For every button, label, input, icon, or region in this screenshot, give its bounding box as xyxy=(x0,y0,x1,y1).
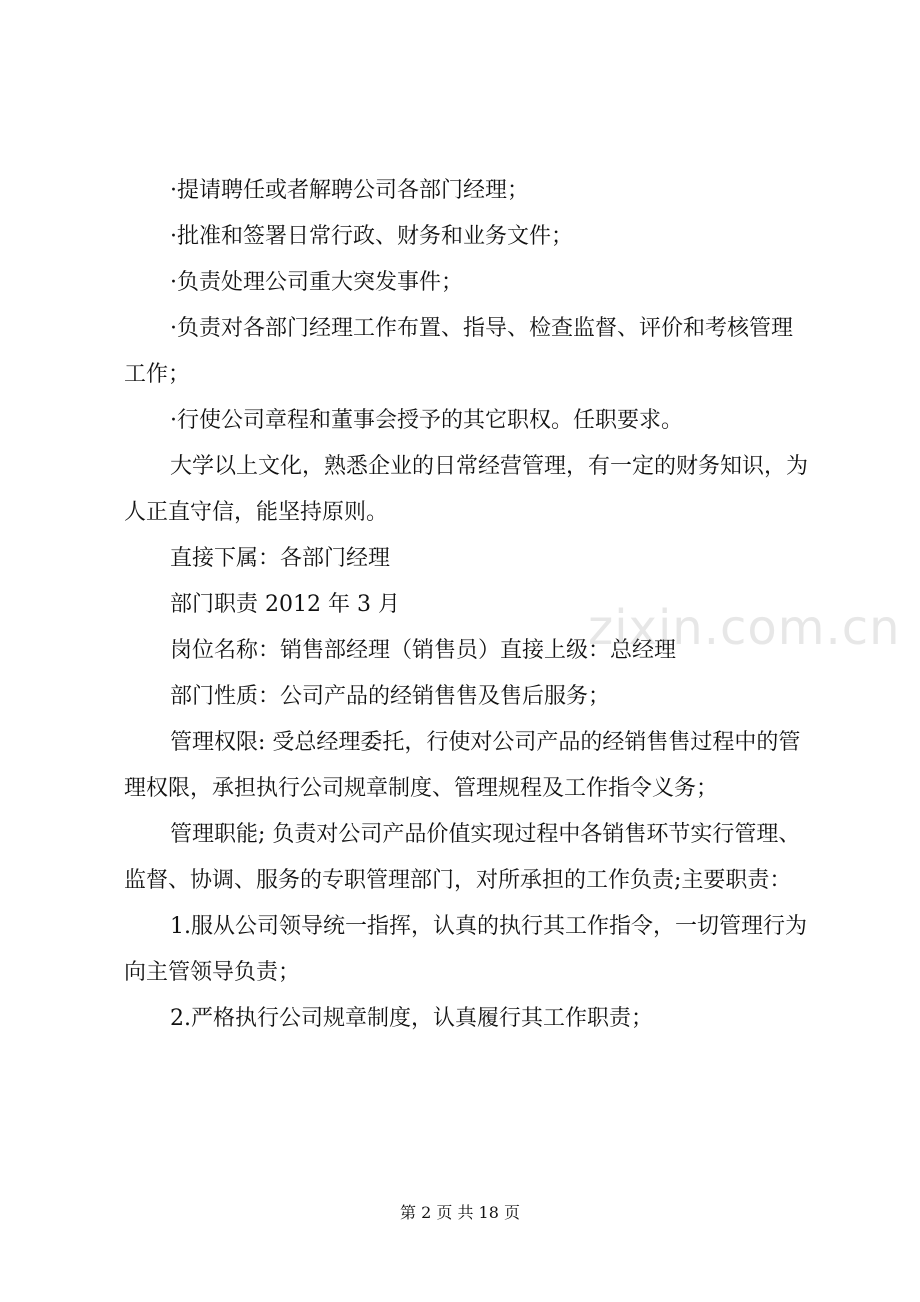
watermark: zixin.com.cn xyxy=(588,600,901,656)
paragraph: 2.严格执行公司规章制度，认真履行其工作职责； xyxy=(170,1006,653,1031)
paragraph: 1.服从公司领导统一指挥，认真的执行其工作指令，一切管理行为向主管领导负责； xyxy=(124,914,807,985)
page-footer: 第 2 页 共 18 页 xyxy=(400,1203,520,1222)
paragraph: 管理职能; 负责对公司产品价值实现过程中各销售环节实行管理、监督、协调、服务的专职管理部门，对所承担的工作负责;主要职责： xyxy=(124,822,801,893)
paragraph: 直接下属：各部门经理 xyxy=(170,546,391,571)
paragraph: ·负责处理公司重大突发事件； xyxy=(170,270,463,295)
paragraph: ·负责对各部门经理工作布置、指导、检查监督、评价和考核管理工作； xyxy=(124,316,793,387)
paragraph: ·行使公司章程和董事会授予的其它职权。任职要求。 xyxy=(170,408,683,433)
paragraph: ·批准和签署日常行政、财务和业务文件； xyxy=(170,224,573,249)
paragraph: 大学以上文化，熟悉企业的日常经营管理，有一定的财务知识，为人正直守信，能坚持原则。 xyxy=(124,454,809,525)
paragraph: 岗位名称：销售部经理（销售员）直接上级：总经理 xyxy=(170,638,677,663)
paragraph: 部门性质：公司产品的经销售售及售后服务； xyxy=(170,684,611,709)
paragraph: 部门职责 2012 年 3 月 xyxy=(170,592,400,617)
paragraph: 管理权限: 受总经理委托，行使对公司产品的经销售售过程中的管理权限，承担执行公司规章制度、管理规程及工作指令义务； xyxy=(124,730,801,801)
paragraph: ·提请聘任或者解聘公司各部门经理； xyxy=(170,178,529,203)
